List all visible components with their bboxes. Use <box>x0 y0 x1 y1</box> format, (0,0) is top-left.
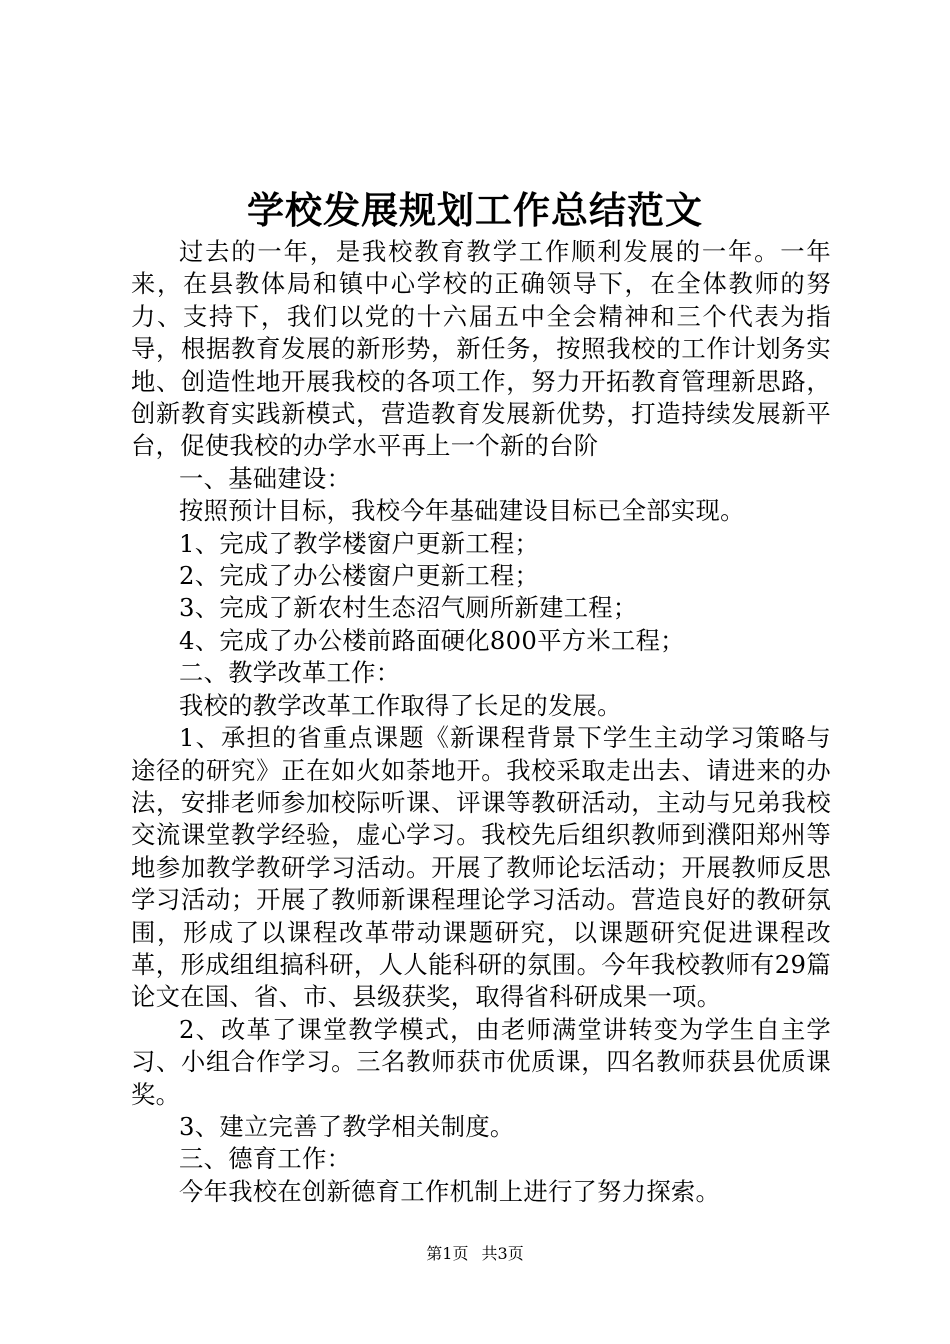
section-heading-moral-education: 三、德育工作： <box>179 1144 352 1174</box>
list-item: 2、完成了办公楼窗户更新工程； <box>179 561 540 591</box>
section-heading-teaching-reform: 二、教学改革工作： <box>179 658 401 688</box>
page-total: 共3页 <box>481 1244 524 1263</box>
paragraph-classroom-reform: 2、改革了课堂教学模式，由老师满堂讲转变为学生自主学习、小组合作学习。三名教师获市优质课，四名教师获县优质课奖。 <box>131 1014 831 1109</box>
page-number: 第1页 <box>426 1244 469 1263</box>
section-heading-infrastructure: 一、基础建设： <box>179 463 352 493</box>
list-item: 4、完成了办公楼前路面硬化800平方米工程； <box>179 625 685 655</box>
page-footer <box>0 1244 950 1264</box>
paragraph-teaching-system: 3、建立完善了教学相关制度。 <box>179 1111 515 1141</box>
paragraph-infrastructure-summary: 按照预计目标，我校今年基础建设目标已全部实现。 <box>179 496 745 526</box>
list-item: 3、完成了新农村生态沼气厕所新建工程； <box>179 593 638 623</box>
list-item: 1、完成了教学楼窗户更新工程； <box>179 528 540 558</box>
paragraph-teaching-reform-summary: 我校的教学改革工作取得了长足的发展。 <box>179 690 622 720</box>
paragraph-research-project: 1、承担的省重点课题《新课程背景下学生主动学习策略与途径的研究》正在如火如荼地开。我校采取走出去、请进来的办法，安排老师参加校际听课、评课等教研活动，主动与兄弟我校交流课堂教学经验，虚心学习。我校先后组织教师到濮阳郑州等地参加教学教研学习活动。开展了教师论坛活动；开展教师反思学习活动；开展了教师新课程理论学习活动。营造良好的教研氛围，形成了以课程改革带动课题研究，以课题研究促进课程改革，形成组组搞科研，人人能科研的氛围。今年我校教师有29篇论文在国、省、市、县级获奖，取得省科研成果一项。 <box>131 723 831 1012</box>
paragraph-intro: 过去的一年，是我校教育教学工作顺利发展的一年。一年来，在县教体局和镇中心学校的正确领导下，在全体教师的努力、支持下，我们以党的十六届五中全会精神和三个代表为指导，根据教育发展的新形势，新任务，按照我校的工作计划务实地、创造性地开展我校的各项工作，努力开拓教育管理新思路，创新教育实践新模式，营造教育发展新优势，打造持续发展新平台，促使我校的办学水平再上一个新的台阶 <box>131 237 831 461</box>
paragraph-moral-education: 今年我校在创新德育工作机制上进行了努力探索。 <box>179 1176 721 1206</box>
document-body <box>131 236 831 1208</box>
document-title: 学校发展规划工作总结范文 <box>247 188 703 232</box>
